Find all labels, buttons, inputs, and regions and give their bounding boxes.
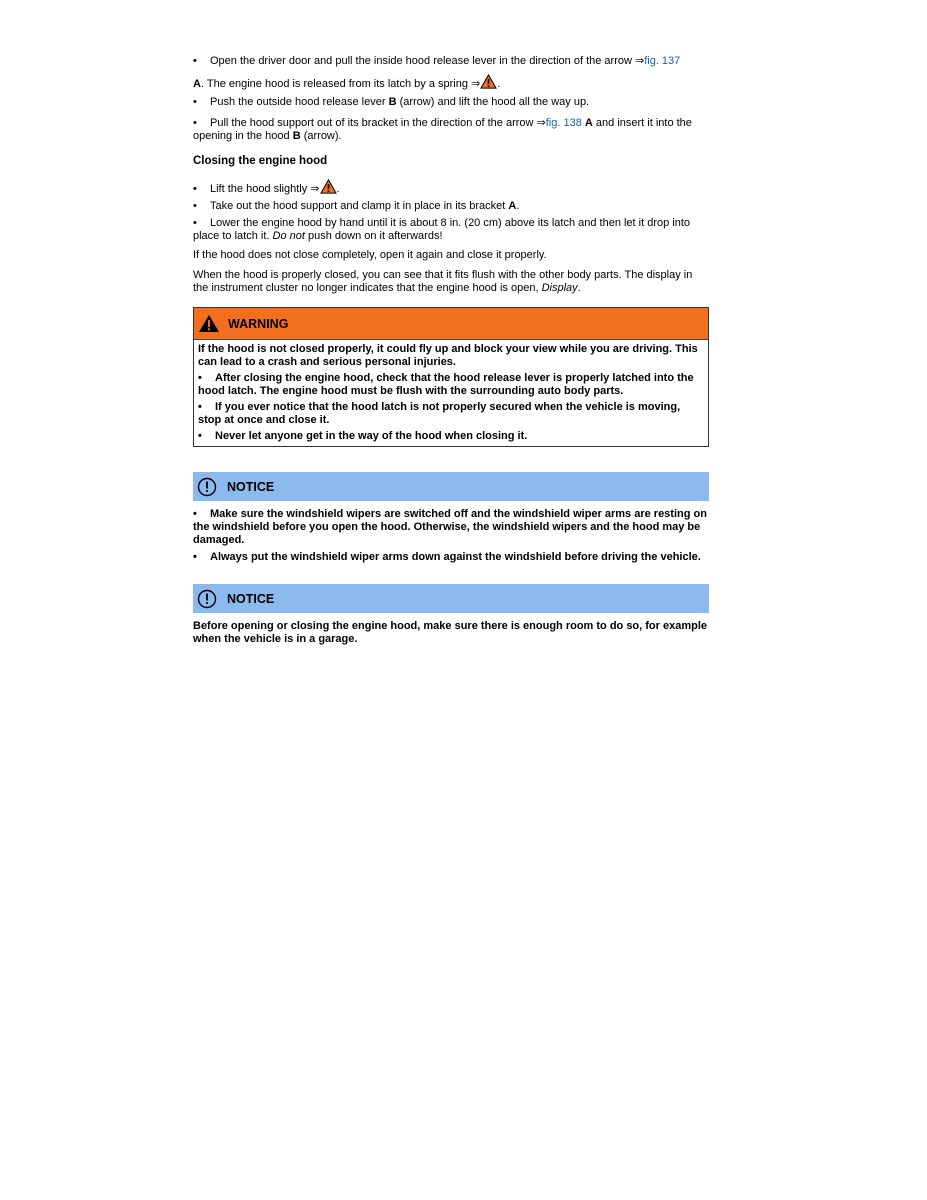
notice-header	[193, 584, 709, 613]
bullet: •	[198, 372, 202, 384]
bullet: •	[193, 508, 197, 520]
warning-intro: If the hood is not closed properly, it could fly up and block your view while you are driving. This can lead to a crash and serious personal injuries.	[198, 343, 698, 368]
closing-heading: Closing the engine hood	[193, 155, 328, 167]
fig-138-link[interactable]: fig. 138	[545, 117, 582, 129]
bullet: •	[193, 96, 197, 108]
bullet: •	[193, 183, 197, 195]
warning-box	[193, 307, 709, 447]
notice-text: Before opening or closing the engine hood, make sure there is enough room to do so, for example when the vehicle is in a garage.	[193, 620, 708, 645]
bullet: •	[198, 401, 202, 413]
notice-item: • Always put the windshield wiper arms down against the windshield before driving the vehicle.	[193, 551, 701, 563]
bullet: •	[193, 200, 197, 212]
notice-content	[193, 501, 709, 564]
warning-triangle-icon[interactable]	[320, 179, 337, 194]
step-open-1: • Open the driver door and pull the inside hood release lever in the direction of the arrow ⇒fig. 137	[193, 55, 681, 67]
warning-content	[194, 340, 708, 446]
paragraph-properly-closed: When the hood is properly closed, you can see that it fits flush with the other body parts. The display in the instrument cluster no longer indicates that the engine hood is open, Display.	[193, 269, 693, 294]
notice-title: NOTICE	[227, 479, 275, 494]
warning-header	[194, 308, 708, 340]
step-close-1: • Lift the hood slightly ⇒ .	[193, 179, 709, 196]
bullet: •	[198, 430, 202, 442]
fig-137-link[interactable]: fig. 137	[644, 55, 681, 67]
step-open-3: • Pull the hood support out of its bracket in the direction of the arrow ⇒fig. 138 A and insert it into the opening in the hood B (arrow).	[193, 117, 692, 142]
warning-item: • After closing the engine hood, check that the hood release lever is properly latched into the hood latch. The engine hood must be flush with the surrounding auto body parts.	[198, 372, 694, 397]
step-open-2: • Push the outside hood release lever B (arrow) and lift the hood all the way up.	[193, 96, 590, 108]
notice-title: NOTICE	[227, 591, 275, 606]
warning-item: • If you ever notice that the hood latch is not properly secured when the vehicle is moving, stop at once and close it.	[198, 401, 681, 426]
warning-item: • Never let anyone get in the way of the hood when closing it.	[198, 430, 528, 442]
notice-content	[193, 613, 709, 646]
step-close-3: • Lower the engine hood by hand until it is about 8 in. (20 cm) above its latch and then let it drop into place to latch it. Do not push down on it afterwards!	[193, 217, 691, 242]
step-close-2: • Take out the hood support and clamp it in place in its bracket A.	[193, 200, 520, 212]
notice-box	[193, 472, 709, 564]
bullet: •	[193, 117, 197, 129]
bullet: •	[193, 551, 197, 563]
warning-triangle-icon	[198, 314, 220, 333]
document-page	[193, 55, 709, 650]
notice-circle-icon	[197, 589, 217, 609]
notice-box	[193, 584, 709, 646]
step-open-1-continued: A. The engine hood is released from its latch by a spring ⇒ .	[193, 74, 709, 91]
notice-header	[193, 472, 709, 501]
notice-item: • Make sure the windshield wipers are switched off and the windshield wiper arms are resting on the windshield before you open the hood. Otherwise, the windshield wipers and the hood may be damaged.	[193, 508, 707, 546]
bullet: •	[193, 55, 197, 67]
notice-circle-icon	[197, 477, 217, 497]
warning-triangle-icon[interactable]	[480, 74, 497, 89]
warning-title: WARNING	[228, 316, 289, 331]
paragraph-not-closed: If the hood does not close completely, open it again and close it properly.	[193, 249, 547, 261]
bullet: •	[193, 217, 197, 229]
